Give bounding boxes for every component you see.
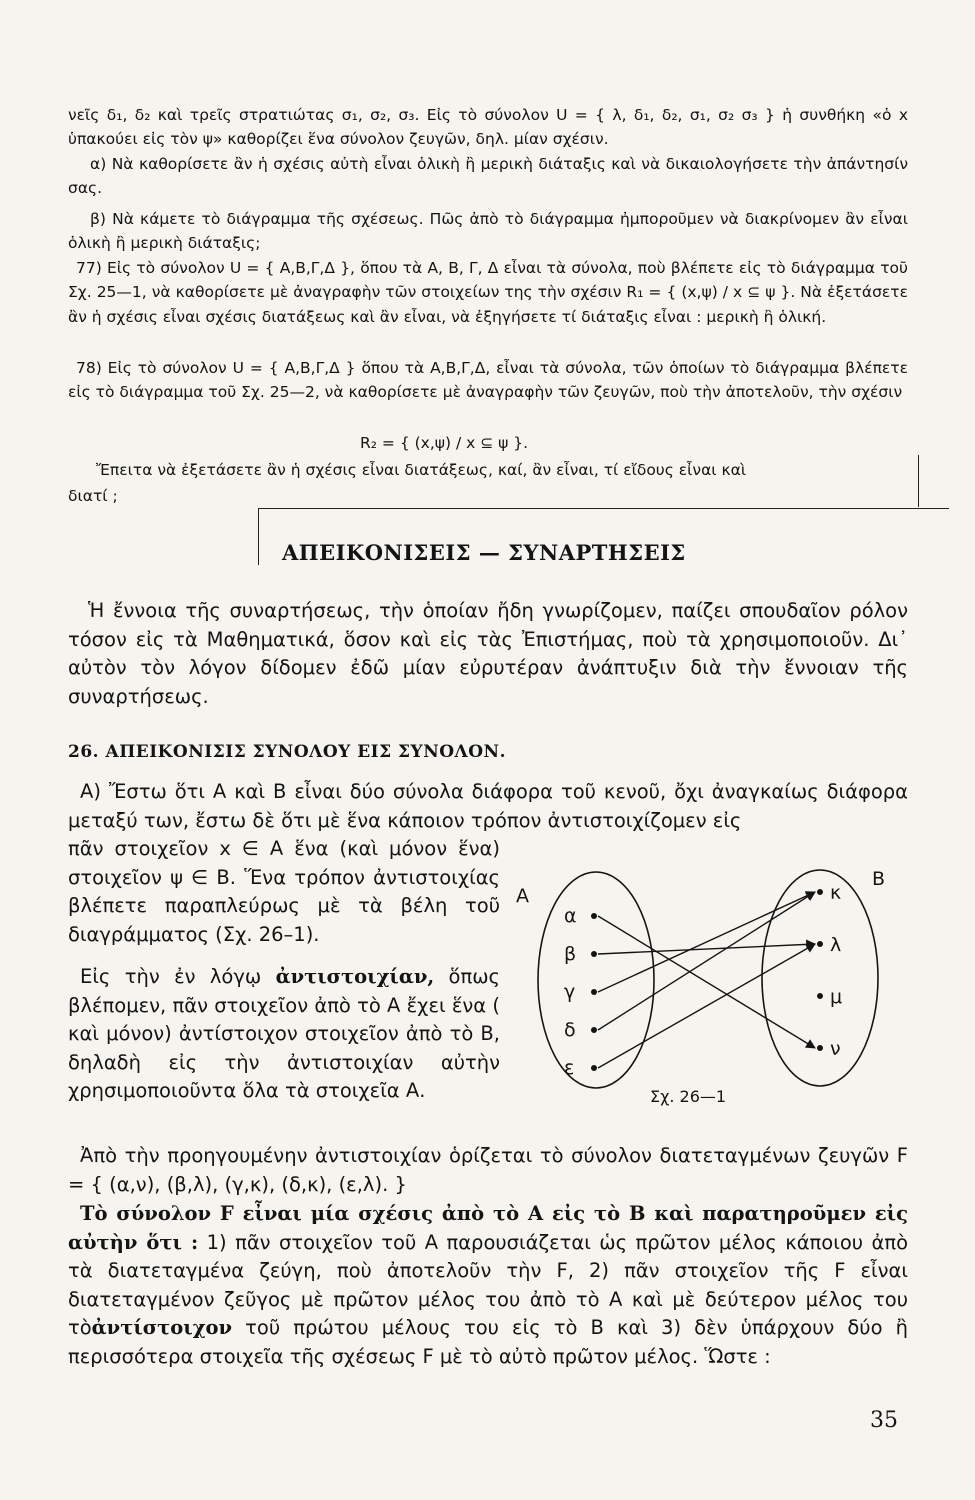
figure-caption: Σχ. 26—1 bbox=[650, 1087, 727, 1106]
r2-formula: R₂ = { (x,ψ) / x ⊆ ψ }. bbox=[360, 434, 529, 452]
set-b-element-point bbox=[817, 993, 823, 999]
paragraph-c: Ἀπὸ τὴν προηγουμένην ἀντιστοιχίαν ὁρίζεται τὸ σύνολον διατεταγμένων ζευγῶν F = { (α,ν), (β,λ), (γ,κ), (δ,κ), (ε,λ). } bbox=[68, 1144, 908, 1196]
page-number: 35 bbox=[870, 1408, 898, 1433]
set-b-element-label: κ bbox=[830, 882, 842, 904]
section-title: ΑΠΕΙΚΟΝΙΣΙΣ ΣΥΝΟΛΟΥ ΕΙΣ ΣΥΝΟΛΟΝ. bbox=[105, 742, 507, 762]
set-a-element-label: ε bbox=[564, 1057, 575, 1079]
set-b-element-label: μ bbox=[830, 986, 843, 1008]
chapter-title: ΑΠΕΙΚΟΝΙΣΕΙΣ — ΣΥΝΑΡΤΗΣΕΙΣ bbox=[282, 540, 686, 565]
set-a-element-point bbox=[591, 1065, 597, 1071]
section-heading bbox=[68, 742, 506, 762]
paragraph-d-bold: Τὸ σύνολον F εἶναι μία σχέσις ἀπὸ τὸ Α εἰς τὸ Β καὶ παρατηροῦμεν εἰς αὐτὴν ὅτι : bbox=[68, 1202, 908, 1254]
exercise-78: 78) Εἰς τὸ σύνολον U = { Α,Β,Γ,Δ } ὅπου τὰ Α,Β,Γ,Δ, εἶναι τὰ σύνολα, τῶν ὁποίων τὸ διάγραμμα βλέπετε εἰς τὸ διάγραμμα τοῦ Σχ. 25—2, νὰ καθορίσετε μὲ ἀναγραφὴν τῶν ζευγῶν, ποὺ τὴν ἀποτελοῦν, τὴν σχέσιν bbox=[68, 359, 908, 402]
paragraph-a: Α) Ἔστω ὅτι Α καὶ Β εἶναι δύο σύνολα διάφορα τοῦ κενοῦ, ὄχι ἀναγκαίως διάφορα μεταξύ των, ἔστω δὲ ὅτι μὲ ἕνα κάποιον τρόπον ἀντιστοιχίζομεν εἰς bbox=[68, 780, 908, 832]
mapping-arrows bbox=[598, 892, 815, 1068]
set-a-element-point bbox=[591, 1027, 597, 1033]
mapping-diagram bbox=[508, 860, 908, 1110]
set-a-element-point bbox=[591, 913, 597, 919]
paragraph-d-text2: τοῦ πρώτου μέλους του εἰς τὸ Β καὶ 3) δὲν ὑπάρχουν δύο ἢ περισσότερα στοιχεῖα τῆς σχέσεως F μὲ τὸ αὐτὸ πρῶτον μέλος. Ὥστε : bbox=[68, 1316, 908, 1368]
mapping-arrow bbox=[598, 944, 815, 954]
mapping-arrow bbox=[598, 916, 815, 1048]
set-a-element-label: α bbox=[564, 905, 577, 927]
set-a-element-point bbox=[591, 989, 597, 995]
mapping-arrow bbox=[598, 892, 815, 992]
exercise-78-continued: Ἔπειτα νὰ ἐξετάσετε ἂν ἡ σχέσις εἶναι διατάξεως, καί, ἂν εἶναι, τί εἴδους εἶναι καὶ bbox=[96, 461, 747, 479]
set-a-elements bbox=[564, 905, 597, 1079]
set-b-element-label: λ bbox=[830, 934, 842, 956]
set-b-elements bbox=[817, 882, 842, 1060]
mapping-arrow bbox=[598, 944, 815, 1068]
paragraph-d-bold2: ἀντίστοιχον bbox=[91, 1316, 233, 1339]
paragraph-d bbox=[68, 1200, 908, 1371]
question-b: β) Νὰ κάμετε τὸ διάγραμμα τῆς σχέσεως. Πῶς ἀπὸ τὸ διάγραμμα ἠμποροῦμεν νὰ διακρίνομεν ἂν εἶναι ὁλικὴ ἢ μερικὴ διάταξις; bbox=[68, 210, 908, 253]
set-b-element-label: ν bbox=[830, 1038, 841, 1060]
set-b-element-point bbox=[817, 941, 823, 947]
mapping-arrow bbox=[598, 892, 815, 1030]
rule-vertical bbox=[918, 455, 919, 507]
paragraph-b bbox=[68, 963, 500, 1106]
set-a-element-label: β bbox=[564, 943, 577, 965]
question-a: α) Νὰ καθορίσετε ἂν ἡ σχέσις αὐτὴ εἶναι ὁλικὴ ἢ μερικὴ διάταξις καὶ νὰ δικαιολογήσετε τὴν ἀπάντησίν σας. bbox=[68, 155, 908, 198]
paragraph-b-bold: ἀντιστοιχίαν, bbox=[275, 965, 435, 988]
set-a-element-label: δ bbox=[564, 1019, 576, 1041]
set-b-element-point bbox=[817, 889, 823, 895]
section-number: 26. bbox=[68, 742, 100, 762]
paragraph-a-narrow: πᾶν στοιχεῖον x ∈ Α ἕνα (καὶ μόνον ἕνα) στοιχεῖον ψ ∈ Β. Ἕνα τρόπον ἀντιστοιχίας βλέπετε παραπλεύρως μὲ τὰ βέλη τοῦ διαγράμματος (Σχ. 26–1). bbox=[68, 837, 500, 946]
exercise-77: 77) Εἰς τὸ σύνολον U = { Α,Β,Γ,Δ }, ὅπου τὰ Α, Β, Γ, Δ εἶναι τὰ σύνολα, ποὺ βλέπετε εἰς τὸ διάγραμμα τοῦ Σχ. 25—1, νὰ καθορίσετε μὲ ἀναγραφὴν τῶν στοιχείων της τὴν σχέσιν R₁ = { (x,ψ) / x ⊆ ψ }. Νὰ ἐξετάσετε ἂν ἡ σχέσις εἶναι σχέσις διατάξεως καὶ ἂν εἶναι, νὰ ἐξηγήσετε τί διάταξις εἶναι : μερικὴ ἢ ὁλική. bbox=[68, 259, 908, 326]
paragraph-d-text: 1) πᾶν στοιχεῖον τοῦ Α παρουσιάζεται ὡς πρῶτον μέλος κάποιου ἀπὸ τὰ διατεταγμένα ζεύγη, ποὺ ἀποτελοῦν τὴν F, 2) πᾶν στοιχεῖον τῆς F εἶναι διατεταγμένον ζεῦγος μὲ πρῶτον μέλος του ἀπὸ τὸ Α καὶ μὲ δεύτερον μέλος του τὸ bbox=[68, 1230, 908, 1339]
set-a-ellipse bbox=[538, 872, 654, 1088]
set-a-label: Α bbox=[516, 885, 529, 907]
paragraph-b-pre: Εἰς τὴν ἐν λόγῳ bbox=[80, 965, 262, 988]
set-a-element-label: γ bbox=[564, 981, 576, 1003]
set-b-ellipse bbox=[762, 870, 878, 1086]
paragraph-b-post: ὅπως βλέπομεν, πᾶν στοιχεῖον ἀπὸ τὸ Α ἔχει ἕνα ( καὶ μόνον) ἀντίστοιχον στοιχεῖον ἀπὸ τὸ Β, δηλαδὴ εἰς τὴν ἀντιστοιχίαν αὐτὴν χρησιμοποιοῦντα ὅλα τὰ στοιχεῖα Α. bbox=[68, 965, 500, 1102]
set-b-element-point bbox=[817, 1045, 823, 1051]
problem-intro: νεῖς δ₁, δ₂ καὶ τρεῖς στρατιώτας σ₁, σ₂, σ₃. Εἰς τὸ σύνολον U = { λ, δ₁, δ₂, σ₁, σ₂ σ₃ } ἡ συνθήκη «ὁ x ὑπακούει εἰς τὸν ψ» καθορίζει ἕνα σύνολον ζευγῶν, δηλ. μίαν σχέσιν. bbox=[68, 106, 908, 149]
set-a-element-point bbox=[591, 951, 597, 957]
chapter-intro: Ἡ ἔννοια τῆς συναρτήσεως, τὴν ὁποίαν ἤδη γνωρίζομεν, παίζει σπουδαῖον ρόλον τόσον εἰς τὰ Μαθηματικά, ὅσον καὶ εἰς τὰς Ἐπιστήμας, ποὺ τὰ χρησιμοποιοῦν. Δι᾿ αὐτὸν τὸν λόγον δίδομεν ἐδῶ μίαν εὐρυτέραν ἀνάπτυξιν διὰ τὴν ἔννοιαν τῆς συναρτήσεως. bbox=[68, 599, 908, 708]
exercise-78-end: διατί ; bbox=[68, 487, 118, 505]
set-b-label: Β bbox=[872, 868, 886, 890]
